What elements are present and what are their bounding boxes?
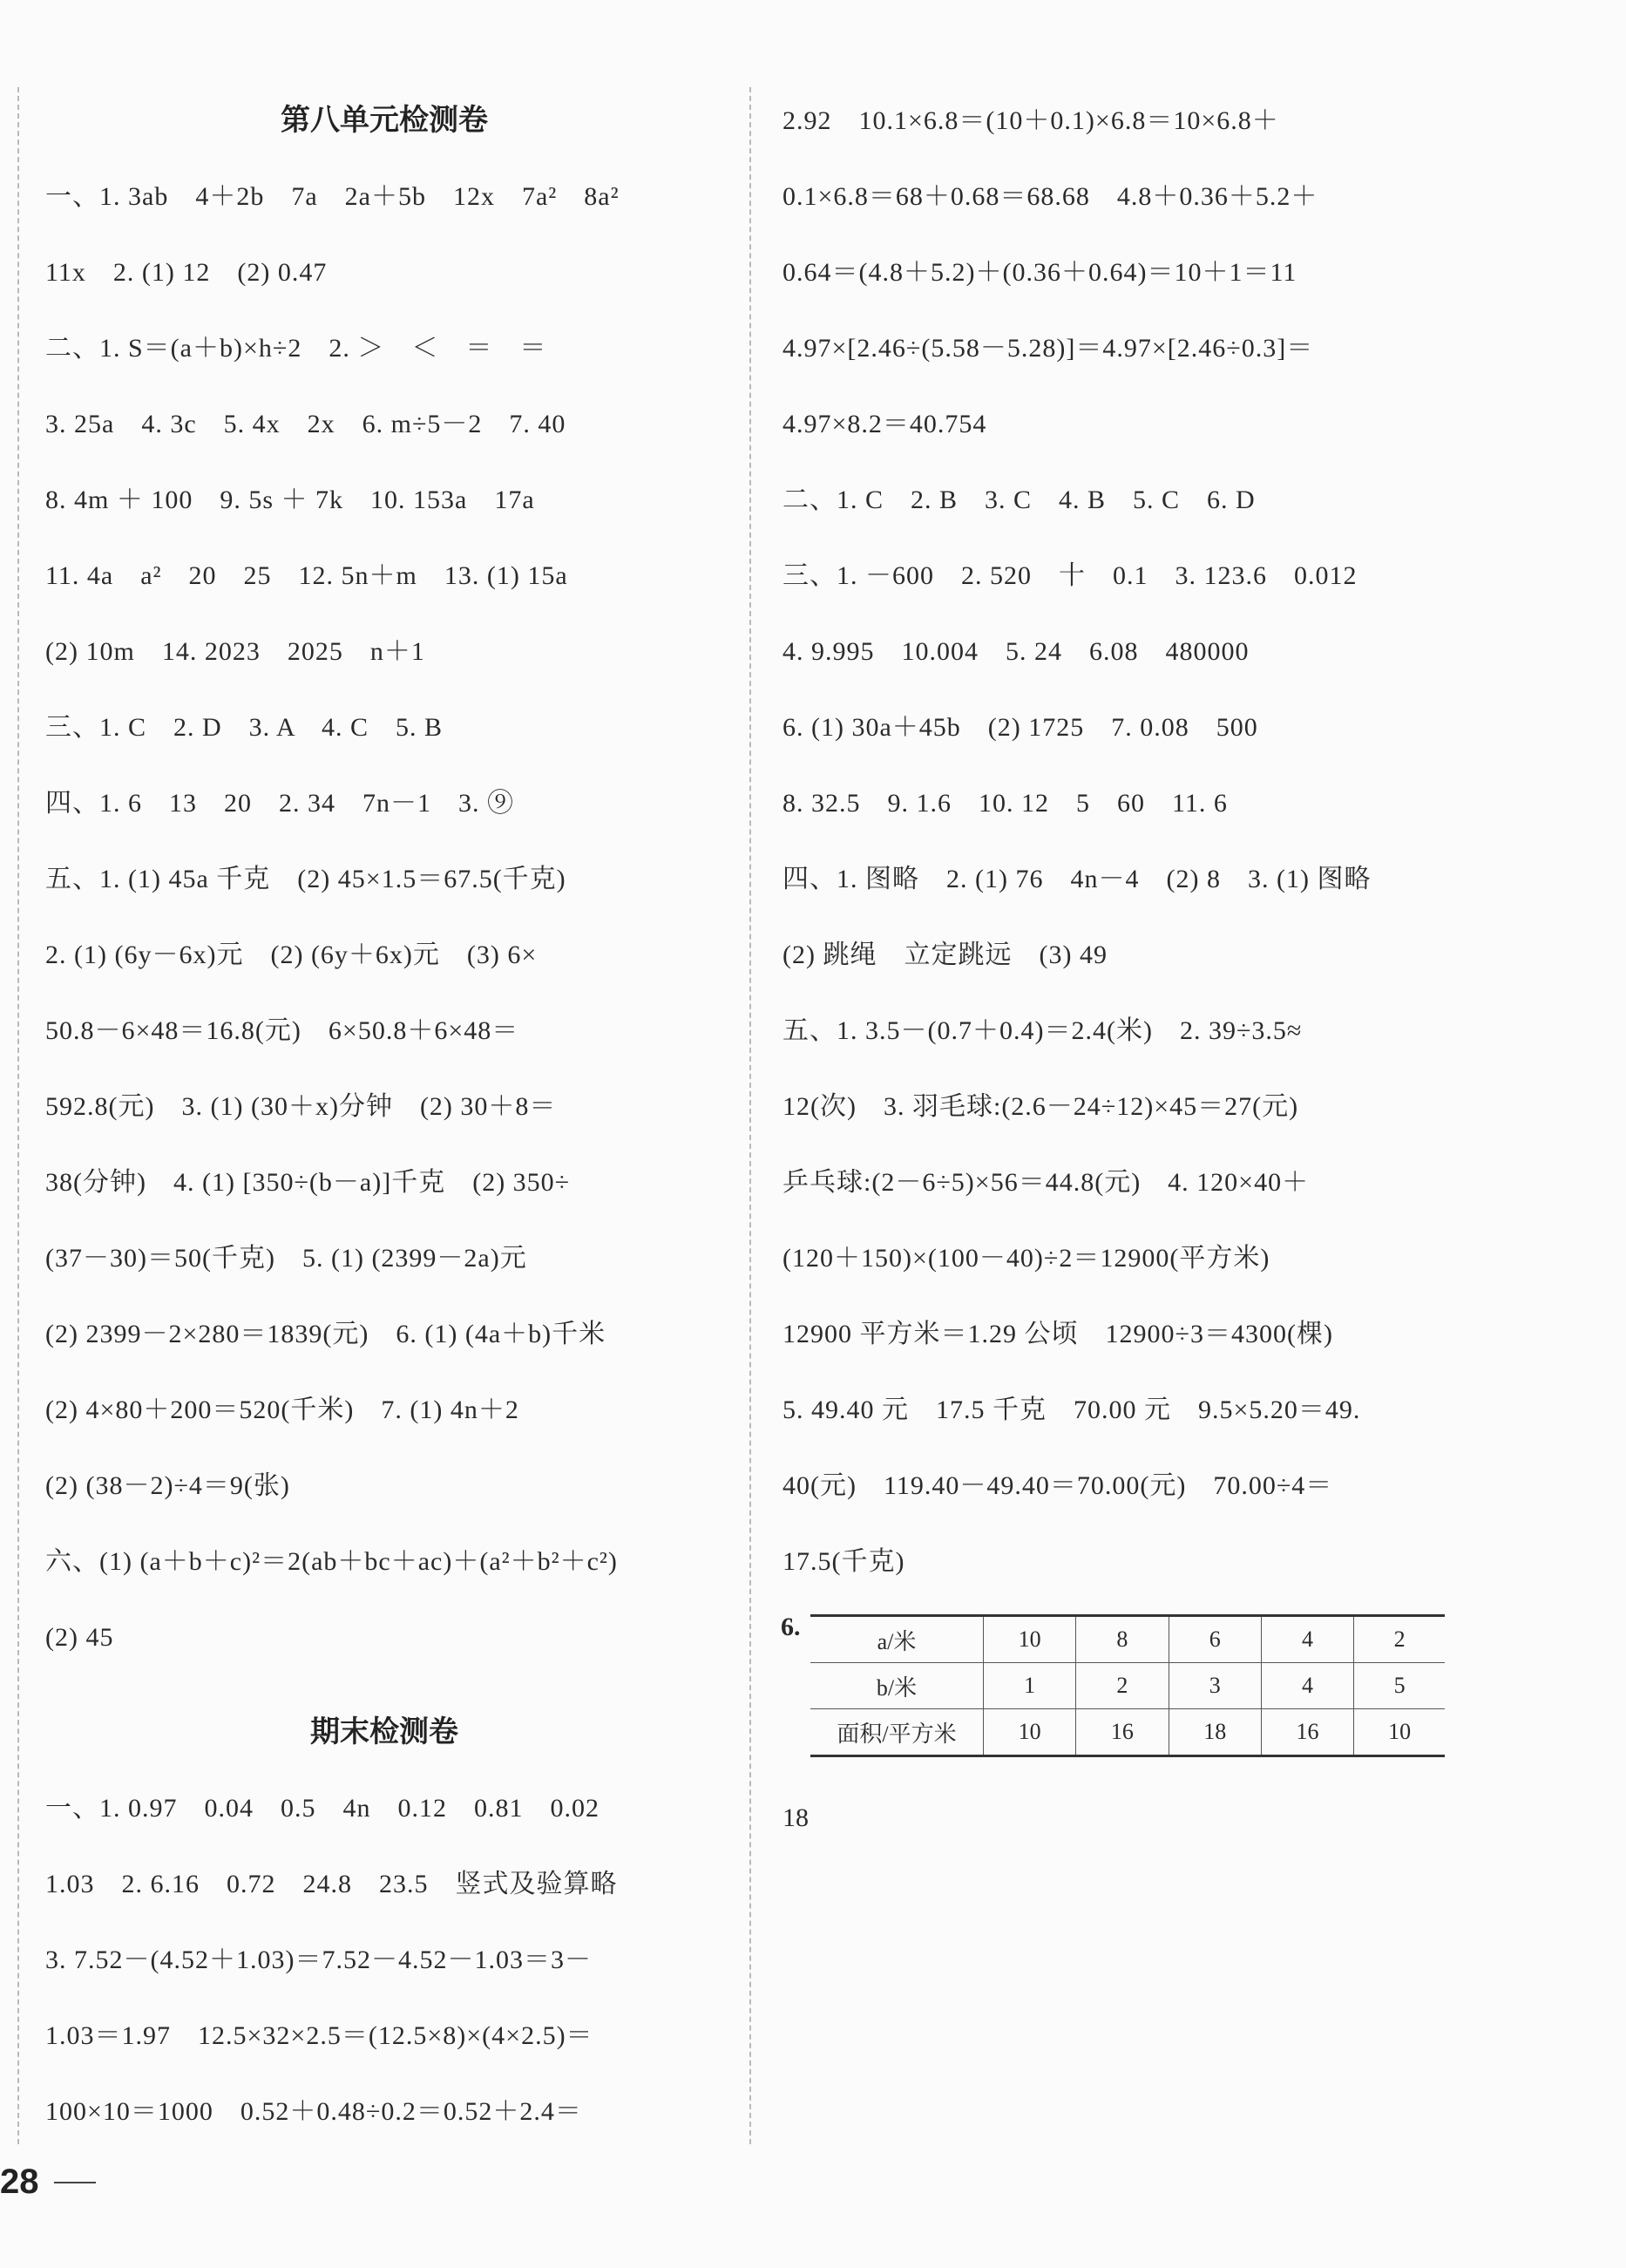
table-cell: 16	[1261, 1709, 1353, 1756]
table-cell: 10	[984, 1616, 1076, 1663]
page-number-rule	[54, 2182, 96, 2183]
page-number: 28	[0, 2163, 39, 2201]
answer-line: 四、1. 6 13 20 2. 34 7n－1 3. ⑨	[45, 789, 514, 818]
column-divider	[749, 87, 751, 2144]
answer-line: 3. 7.52－(4.52＋1.03)＝7.52－4.52－1.03＝3－	[45, 1945, 592, 1974]
table-question-label: 6.	[781, 1613, 801, 1641]
answer-line: 六、(1) (a＋b＋c)²＝2(ab＋bc＋ac)＋(a²＋b²＋c²)	[45, 1547, 618, 1576]
table-cell: 2	[1354, 1616, 1445, 1663]
answer-line: 三、1. －600 2. 520 十 0.1 3. 123.6 0.012	[783, 561, 1358, 590]
answer-line: 592.8(元) 3. (1) (30＋x)分钟 (2) 30＋8＝	[45, 1092, 557, 1121]
table-cell: 4	[1261, 1663, 1353, 1709]
answer-line: 4.97×8.2＝40.754	[783, 410, 987, 438]
answer-line: 8. 32.5 9. 1.6 10. 12 5 60 11. 6	[783, 789, 1228, 818]
table-row-header: b/米	[810, 1663, 984, 1709]
table-cell: 2	[1076, 1663, 1169, 1709]
answer-line: 乒乓球:(2－6÷5)×56＝44.8(元) 4. 120×40＋	[783, 1168, 1310, 1197]
answer-line: 40(元) 119.40－49.40＝70.00(元) 70.00÷4＝	[783, 1471, 1333, 1500]
unit8-title: 第八单元检测卷	[281, 103, 488, 138]
answer-line: 100×10＝1000 0.52＋0.48÷0.2＝0.52＋2.4＝	[45, 2097, 582, 2126]
answer-line: 3. 25a 4. 3c 5. 4x 2x 6. m÷5－2 7. 40	[45, 410, 566, 438]
answer-line: 五、1. 3.5－(0.7＋0.4)＝2.4(米) 2. 39÷3.5≈	[783, 1016, 1303, 1045]
answer-line: 38(分钟) 4. (1) [350÷(b－a)]千克 (2) 350÷	[45, 1168, 571, 1197]
answer-line: (2) 10m 14. 2023 2025 n＋1	[45, 637, 425, 666]
answer-line: (120＋150)×(100－40)÷2＝12900(平方米)	[783, 1244, 1270, 1273]
table-row-header: a/米	[810, 1616, 984, 1663]
answer-line: 一、1. 0.97 0.04 0.5 4n 0.12 0.81 0.02	[45, 1794, 600, 1823]
right-column-answers	[783, 83, 1471, 1599]
table-row	[810, 1616, 1445, 1663]
answer-line: 0.64＝(4.8＋5.2)＋(0.36＋0.64)＝10＋1＝11	[783, 258, 1297, 287]
answer-line: 2. (1) (6y－6x)元 (2) (6y＋6x)元 (3) 6×	[45, 940, 538, 969]
answer-line: 17.5(千克)	[783, 1547, 905, 1576]
left-margin-rule	[17, 87, 19, 2144]
table-cell: 6	[1169, 1616, 1261, 1663]
answer-line: (2) 45	[45, 1623, 114, 1652]
right-column	[783, 83, 1471, 1599]
answer-line: 0.1×6.8＝68＋0.68＝68.68 4.8＋0.36＋5.2＋	[783, 182, 1318, 211]
answer-line: 4. 9.995 10.004 5. 24 6.08 480000	[783, 637, 1250, 666]
answer-line: (2) (38－2)÷4＝9(张)	[45, 1471, 290, 1500]
answer-line: 11. 4a a² 20 25 12. 5n＋m 13. (1) 15a	[45, 561, 568, 590]
answer-line: 6. (1) 30a＋45b (2) 1725 7. 0.08 500	[783, 713, 1258, 742]
answer-line: (2) 2399－2×280＝1839(元) 6. (1) (4a＋b)千米	[45, 1320, 606, 1348]
answer-line: 一、1. 3ab 4＋2b 7a 2a＋5b 12x 7a² 8a²	[45, 182, 620, 211]
left-column	[45, 83, 723, 2149]
answer-line: 1.03＝1.97 12.5×32×2.5＝(12.5×8)×(4×2.5)＝	[45, 2021, 593, 2050]
answer-line: (37－30)＝50(千克) 5. (1) (2399－2a)元	[45, 1244, 527, 1273]
table-cell: 10	[1354, 1709, 1445, 1756]
table-row	[810, 1663, 1445, 1709]
table-cell: 1	[984, 1663, 1076, 1709]
answer-line: 50.8－6×48＝16.8(元) 6×50.8＋6×48＝	[45, 1016, 519, 1045]
after-table-answer: 18	[783, 1803, 809, 1832]
answer-line: 五、1. (1) 45a 千克 (2) 45×1.5＝67.5(千克)	[45, 865, 566, 893]
answer-line: (2) 跳绳 立定跳远 (3) 49	[783, 940, 1108, 969]
answer-line: 4.97×[2.46÷(5.58－5.28)]＝4.97×[2.46÷0.3]＝	[783, 334, 1314, 363]
table-cell: 4	[1261, 1616, 1353, 1663]
final-exam-answers	[45, 1770, 723, 2149]
unit8-answers	[45, 159, 723, 1675]
answer-line: 1.03 2. 6.16 0.72 24.8 23.5 竖式及验算略	[45, 1870, 618, 1898]
answer-line: 5. 49.40 元 17.5 千克 70.00 元 9.5×5.20＝49.	[783, 1395, 1361, 1424]
answer-table	[810, 1614, 1445, 1757]
answer-line: 11x 2. (1) 12 (2) 0.47	[45, 258, 328, 287]
table-row	[810, 1709, 1445, 1756]
table-cell: 16	[1076, 1709, 1169, 1756]
answer-line: 二、1. S＝(a＋b)×h÷2 2. ＞ ＜ ＝ ＝	[45, 334, 547, 363]
answer-line: 12900 平方米＝1.29 公顷 12900÷3＝4300(棵)	[783, 1320, 1333, 1348]
final-exam-title: 期末检测卷	[310, 1715, 458, 1749]
table-cell: 18	[1169, 1709, 1261, 1756]
answer-line: 8. 4m ＋ 100 9. 5s ＋ 7k 10. 153a 17a	[45, 486, 535, 514]
answer-line: (2) 4×80＋200＝520(千米) 7. (1) 4n＋2	[45, 1395, 519, 1424]
table-cell: 5	[1354, 1663, 1445, 1709]
answer-line: 四、1. 图略 2. (1) 76 4n－4 (2) 8 3. (1) 图略	[783, 865, 1372, 893]
table-cell: 3	[1169, 1663, 1261, 1709]
answer-line: 三、1. C 2. D 3. A 4. C 5. B	[45, 713, 444, 742]
answer-line: 二、1. C 2. B 3. C 4. B 5. C 6. D	[783, 486, 1256, 514]
table-cell: 10	[984, 1709, 1076, 1756]
answer-line: 2.92 10.1×6.8＝(10＋0.1)×6.8＝10×6.8＋	[783, 106, 1279, 135]
table-cell: 8	[1076, 1616, 1169, 1663]
table-row-header: 面积/平方米	[810, 1709, 984, 1756]
answer-line: 12(次) 3. 羽毛球:(2.6－24÷12)×45＝27(元)	[783, 1092, 1299, 1121]
